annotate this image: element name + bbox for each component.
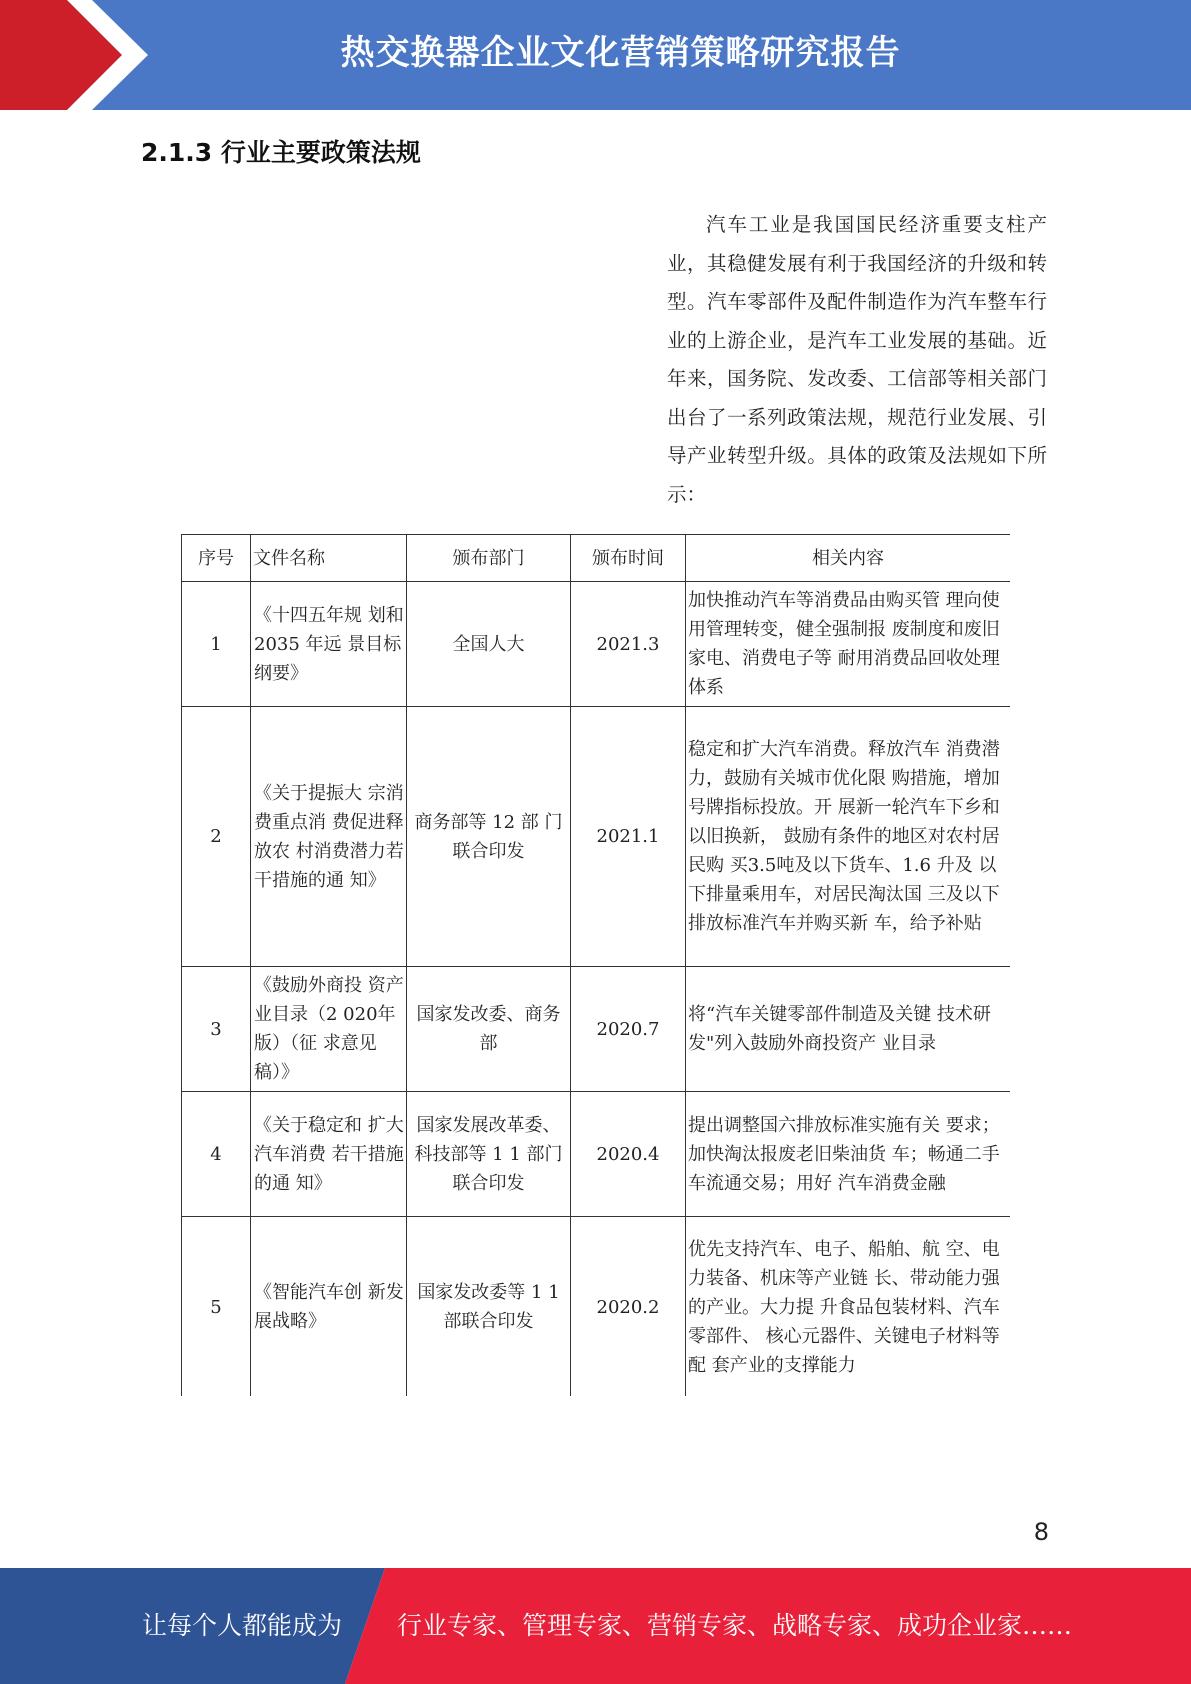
header-content: 相关内容 (686, 535, 1011, 582)
header-no: 序号 (182, 535, 251, 582)
cell-date: 2021.1 (571, 707, 686, 967)
header-date: 颁布时间 (571, 535, 686, 582)
cell-date: 2020.4 (571, 1092, 686, 1217)
policy-table (181, 535, 1010, 1396)
policy-table-container (181, 534, 1010, 1396)
section-heading: 2.1.3 行业主要政策法规 (141, 138, 421, 167)
cell-name: 《关于稳定和 扩大汽车消费 若干措施的通 知》 (251, 1092, 407, 1217)
cell-dept: 商务部等 12 部 门联合印发 (407, 707, 571, 967)
cell-dept: 全国人大 (407, 582, 571, 707)
table-row (182, 1092, 1011, 1217)
cell-no: 1 (182, 582, 251, 707)
cell-name: 《鼓励外商投 资产业目录（2 020年版）（征 求意见稿）》 (251, 967, 407, 1092)
footer-slogan-right: 行业专家、管理专家、营销专家、战略专家、成功企业家…… (397, 1611, 1073, 1640)
cell-content: 提出调整国六排放标准实施有关 要求；加快淘汰报废老旧柴油货 车；畅通二手车流通交易；用好 汽车消费金融 (686, 1092, 1011, 1217)
cell-no: 4 (182, 1092, 251, 1217)
header-dept: 颁布部门 (407, 535, 571, 582)
cell-content: 稳定和扩大汽车消费。释放汽车 消费潜力，鼓励有关城市优化限 购措施，增加号牌指标投放。开 展新一轮汽车下乡和以旧换新， 鼓励有条件的地区对农村居民购 买3.5吨及以下货车、1.6 升及 以下排量乘用车，对居民淘汰国 三及以下排放标准汽车并购买新 车，给予补贴 (686, 707, 1011, 967)
report-title: 热交换器企业文化营销策略研究报告 (340, 33, 901, 73)
cell-date: 2020.7 (571, 967, 686, 1092)
cell-name: 《智能汽车创 新发展战略》 (251, 1217, 407, 1397)
table-row (182, 967, 1011, 1092)
table-row (182, 1217, 1011, 1397)
cell-content: 将“汽车关键零部件制造及关键 技术研发"列入鼓励外商投资产 业目录 (686, 967, 1011, 1092)
footer-slogan-left: 让每个人都能成为 (142, 1611, 343, 1640)
cell-no: 3 (182, 967, 251, 1092)
intro-paragraph: 汽车工业是我国国民经济重要支柱产业，其稳健发展有利于我国经济的升级和转型。汽车零部件及配件制造作为汽车整车行业的上游企业，是汽车工业发展的基础。近年来，国务院、发改委、工信部等相关部门出台了一系列政策法规，规范行业发展、引导产业转型升级。具体的政策及法规如下所示： (667, 213, 1047, 506)
cell-date: 2021.3 (571, 582, 686, 707)
cell-name: 《十四五年规 划和 2035 年远 景目标纲要》 (251, 582, 407, 707)
header-name: 文件名称 (251, 535, 407, 582)
page-number: 8 (1033, 1518, 1049, 1546)
cell-content: 加快推动汽车等消费品由购买管 理向使用管理转变，健全强制报 废制度和废旧家电、消费电子等 耐用消费品回收处理体系 (686, 582, 1011, 707)
table-row (182, 582, 1011, 707)
cell-no: 5 (182, 1217, 251, 1397)
footer-band (0, 1568, 1191, 1684)
header-band (0, 0, 1191, 110)
cell-date: 2020.2 (571, 1217, 686, 1397)
cell-content: 优先支持汽车、电子、船舶、航 空、电力装备、机床等产业链 长、带动能力强的产业。大力提 升食品包装材料、汽车零部件、 核心元器件、关键电子材料等配 套产业的支撑能力 (686, 1217, 1011, 1397)
cell-dept: 国家发改委等 1 1 部联合印发 (407, 1217, 571, 1397)
cell-no: 2 (182, 707, 251, 967)
header-chevron-graphic (0, 0, 300, 110)
table-row (182, 707, 1011, 967)
cell-dept: 国家发改委、商务部 (407, 967, 571, 1092)
cell-name: 《关于提振大 宗消费重点消 费促进释放农 村消费潜力若 干措施的通 知》 (251, 707, 407, 967)
cell-dept: 国家发展改革委、科技部等 1 1 部门联合印发 (407, 1092, 571, 1217)
table-header-row (182, 535, 1011, 582)
